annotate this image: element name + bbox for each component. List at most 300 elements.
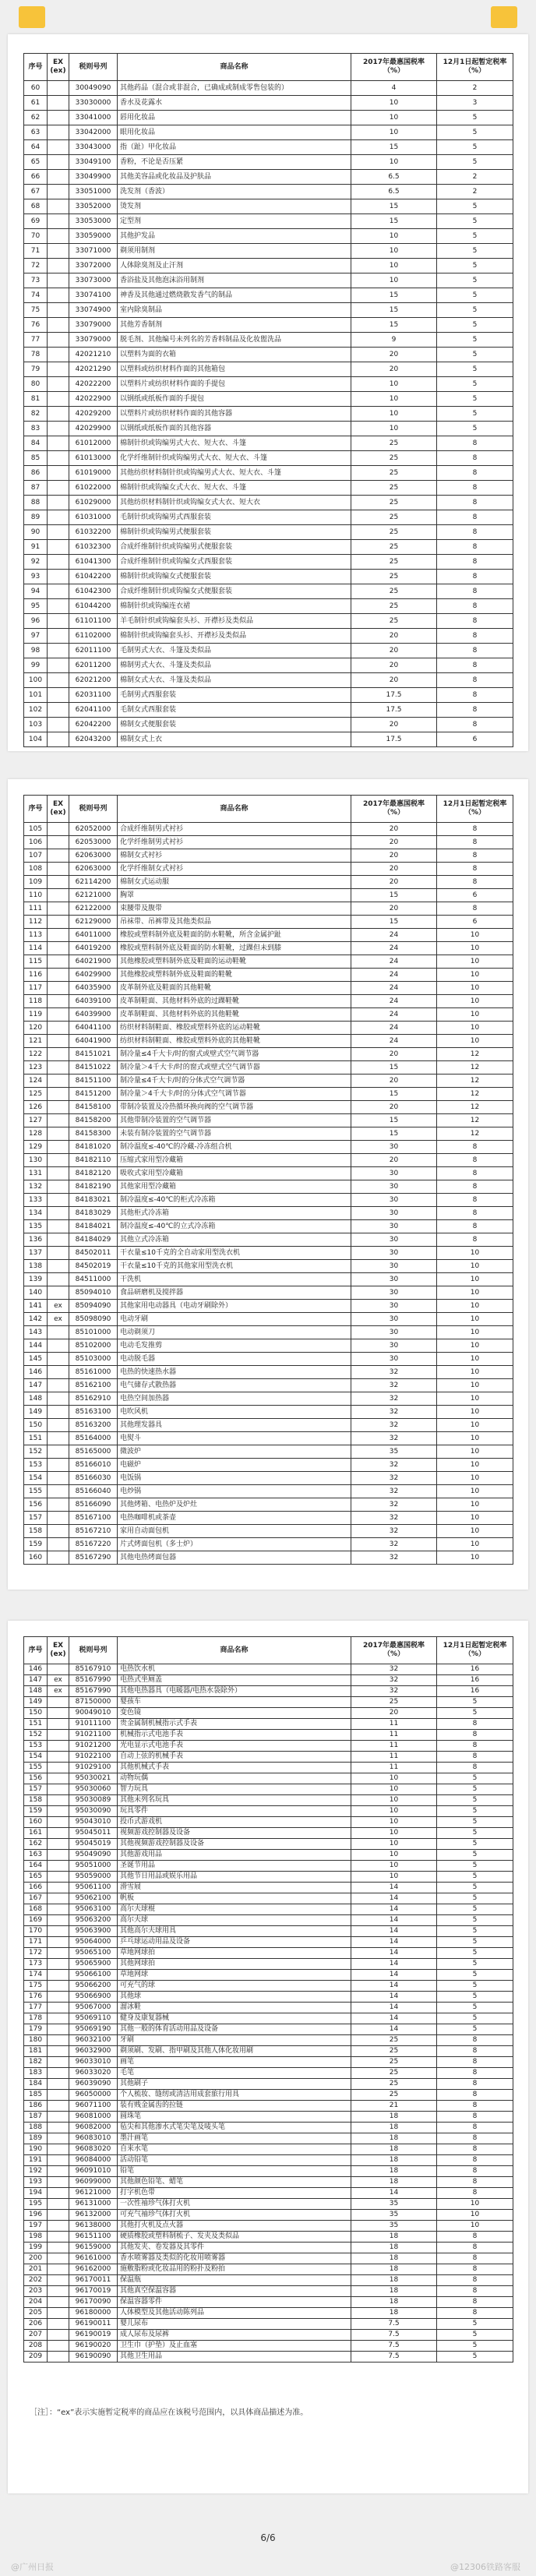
row-code: 30049090 bbox=[69, 81, 118, 96]
row-ex bbox=[48, 2123, 69, 2133]
table-header-row bbox=[24, 796, 513, 823]
row-seq: 82 bbox=[24, 407, 48, 422]
row-ex bbox=[48, 1114, 69, 1127]
row-mfn: 18 bbox=[351, 2123, 437, 2133]
row-code: 85167100 bbox=[69, 1512, 118, 1525]
row-ex bbox=[48, 889, 69, 902]
row-name: 羊毛制针织或钩编套头衫、开襟衫及类似品 bbox=[118, 614, 351, 629]
row-mfn: 20 bbox=[351, 823, 437, 836]
table-row bbox=[24, 1926, 513, 1937]
row-seq: 147 bbox=[24, 1675, 48, 1686]
row-mfn: 9 bbox=[351, 333, 437, 348]
row-interim: 8 bbox=[437, 1233, 513, 1247]
row-mfn: 25 bbox=[351, 555, 437, 570]
row-name: 定型剂 bbox=[118, 214, 351, 229]
row-interim: 5 bbox=[437, 140, 513, 155]
row-name: 棉制针织或钩编女式便服套装 bbox=[118, 570, 351, 584]
row-name: 干衣量≤10千克的其他家用型洗衣机 bbox=[118, 1260, 351, 1273]
row-name: 微波炉 bbox=[118, 1445, 351, 1459]
row-interim: 8 bbox=[437, 2112, 513, 2123]
row-name: 脱毛剂、其他编号未列名的芳香料制品及化妆盥洗品 bbox=[118, 333, 351, 348]
row-code: 42021290 bbox=[69, 362, 118, 377]
row-name: 香粉，不论是否压紧 bbox=[118, 155, 351, 170]
row-code: 62043200 bbox=[69, 732, 118, 747]
row-name: 其他橡胶或塑料制外底及鞋面的鞋靴 bbox=[118, 969, 351, 982]
row-interim: 8 bbox=[437, 2057, 513, 2068]
row-code: 42021210 bbox=[69, 348, 118, 362]
row-seq: 95 bbox=[24, 599, 48, 614]
table-row bbox=[24, 1664, 513, 1675]
row-name: 个人梳妆、缝纫或清洁用成套旅行用具 bbox=[118, 2090, 351, 2101]
row-interim: 5 bbox=[437, 1839, 513, 1850]
row-interim: 5 bbox=[437, 273, 513, 288]
row-name: 智力玩具 bbox=[118, 1784, 351, 1795]
row-ex bbox=[48, 2199, 69, 2210]
column-header-code: 税则号列 bbox=[69, 54, 118, 81]
row-code: 95066200 bbox=[69, 1981, 118, 1992]
row-seq: 177 bbox=[24, 2003, 48, 2013]
table-row bbox=[24, 1247, 513, 1260]
row-mfn: 10 bbox=[351, 407, 437, 422]
row-mfn: 24 bbox=[351, 995, 437, 1008]
row-mfn: 30 bbox=[351, 1326, 437, 1339]
row-interim: 8 bbox=[437, 466, 513, 481]
row-ex bbox=[48, 1551, 69, 1565]
row-name: 棉制女式运动服 bbox=[118, 876, 351, 889]
row-name: 滑雪屐 bbox=[118, 1883, 351, 1893]
table-row bbox=[24, 2101, 513, 2112]
row-code: 85164000 bbox=[69, 1432, 118, 1445]
row-code: 85166030 bbox=[69, 1472, 118, 1485]
row-ex bbox=[48, 1850, 69, 1861]
row-name: 可充气的球 bbox=[118, 1981, 351, 1992]
row-interim: 2 bbox=[437, 170, 513, 185]
table-row bbox=[24, 629, 513, 644]
row-interim: 8 bbox=[437, 673, 513, 688]
row-code: 33079000 bbox=[69, 318, 118, 333]
row-ex bbox=[48, 1392, 69, 1406]
row-seq: 124 bbox=[24, 1075, 48, 1088]
row-seq: 173 bbox=[24, 1959, 48, 1970]
row-ex bbox=[48, 614, 69, 629]
table-row bbox=[24, 836, 513, 849]
table-row bbox=[24, 1828, 513, 1839]
table-row bbox=[24, 1551, 513, 1565]
row-seq: 119 bbox=[24, 1008, 48, 1022]
row-interim: 8 bbox=[437, 2144, 513, 2155]
table-row bbox=[24, 510, 513, 525]
row-mfn: 30 bbox=[351, 1353, 437, 1366]
row-code: 84151021 bbox=[69, 1048, 118, 1061]
table-row bbox=[24, 2243, 513, 2253]
row-ex bbox=[48, 1485, 69, 1498]
row-ex bbox=[48, 377, 69, 392]
row-mfn: 10 bbox=[351, 1872, 437, 1883]
row-code: 96170090 bbox=[69, 2297, 118, 2308]
row-name: 人体模型及其他活动陈列品 bbox=[118, 2308, 351, 2319]
row-seq: 65 bbox=[24, 155, 48, 170]
row-ex bbox=[48, 1538, 69, 1551]
table-row bbox=[24, 2221, 513, 2232]
row-name: 化学纤维制男式衬衫 bbox=[118, 836, 351, 849]
row-interim: 5 bbox=[437, 2352, 513, 2363]
row-seq: 158 bbox=[24, 1795, 48, 1806]
row-mfn: 10 bbox=[351, 1806, 437, 1817]
table-row bbox=[24, 1861, 513, 1872]
row-seq: 117 bbox=[24, 982, 48, 995]
row-seq: 166 bbox=[24, 1883, 48, 1893]
row-mfn: 25 bbox=[351, 2090, 437, 2101]
row-mfn: 25 bbox=[351, 540, 437, 555]
row-ex bbox=[48, 214, 69, 229]
table-row bbox=[24, 525, 513, 540]
row-name: 以塑料或纺织材料作面的其他箱包 bbox=[118, 362, 351, 377]
row-mfn: 24 bbox=[351, 942, 437, 955]
table-row bbox=[24, 392, 513, 407]
row-interim: 8 bbox=[437, 1194, 513, 1207]
table-row bbox=[24, 863, 513, 876]
row-name: 橡胶或塑料制外底及鞋面的防水鞋靴，所含金属护趾 bbox=[118, 929, 351, 942]
row-code: 64041100 bbox=[69, 1022, 118, 1035]
row-code: 85167990 bbox=[69, 1686, 118, 1697]
row-name: 以钢纸或纸板作面的手提包 bbox=[118, 392, 351, 407]
row-mfn: 14 bbox=[351, 2024, 437, 2035]
row-name: 卫生巾（护垫）及止血塞 bbox=[118, 2341, 351, 2352]
table-row bbox=[24, 1752, 513, 1763]
row-interim: 10 bbox=[437, 942, 513, 955]
row-name: 其他球 bbox=[118, 1992, 351, 2003]
row-seq: 197 bbox=[24, 2221, 48, 2232]
row-seq: 153 bbox=[24, 1459, 48, 1472]
row-interim: 8 bbox=[437, 1763, 513, 1773]
table-row bbox=[24, 199, 513, 214]
row-ex bbox=[48, 599, 69, 614]
row-ex bbox=[48, 1207, 69, 1220]
row-seq: 141 bbox=[24, 1300, 48, 1313]
row-mfn: 30 bbox=[351, 1339, 437, 1353]
row-mfn: 10 bbox=[351, 1817, 437, 1828]
table-row bbox=[24, 1075, 513, 1088]
row-ex bbox=[48, 2112, 69, 2123]
table-row bbox=[24, 1035, 513, 1048]
row-mfn: 25 bbox=[351, 481, 437, 496]
row-mfn: 30 bbox=[351, 1180, 437, 1194]
row-mfn: 7.5 bbox=[351, 2319, 437, 2330]
row-mfn: 14 bbox=[351, 1926, 437, 1937]
table-row bbox=[24, 2286, 513, 2297]
row-name: 可充气袖珍气体打火机 bbox=[118, 2210, 351, 2221]
row-mfn: 20 bbox=[351, 902, 437, 916]
row-interim: 5 bbox=[437, 2003, 513, 2013]
row-code: 95065900 bbox=[69, 1959, 118, 1970]
row-code: 96159000 bbox=[69, 2243, 118, 2253]
column-header-code: 税则号列 bbox=[69, 1637, 118, 1664]
row-code: 84158100 bbox=[69, 1101, 118, 1114]
table-row bbox=[24, 1773, 513, 1784]
row-ex bbox=[48, 1730, 69, 1741]
row-code: 61031000 bbox=[69, 510, 118, 525]
table-row bbox=[24, 333, 513, 348]
row-seq: 67 bbox=[24, 185, 48, 199]
row-mfn: 20 bbox=[351, 1154, 437, 1167]
row-code: 95062100 bbox=[69, 1893, 118, 1904]
row-name: 其他刷子 bbox=[118, 2079, 351, 2090]
column-header-code: 税则号列 bbox=[69, 796, 118, 823]
row-mfn: 32 bbox=[351, 1664, 437, 1675]
row-interim: 8 bbox=[437, 2286, 513, 2297]
row-ex bbox=[48, 1247, 69, 1260]
row-seq: 135 bbox=[24, 1220, 48, 1233]
row-code: 84158200 bbox=[69, 1114, 118, 1127]
row-ex bbox=[48, 703, 69, 718]
row-interim: 5 bbox=[437, 392, 513, 407]
row-interim: 10 bbox=[437, 995, 513, 1008]
row-code: 96032900 bbox=[69, 2046, 118, 2057]
row-ex bbox=[48, 333, 69, 348]
table-row bbox=[24, 1445, 513, 1459]
row-mfn: 18 bbox=[351, 2155, 437, 2166]
row-mfn: 25 bbox=[351, 2035, 437, 2046]
table-row bbox=[24, 1708, 513, 1719]
row-seq: 149 bbox=[24, 1697, 48, 1708]
row-ex bbox=[48, 2101, 69, 2112]
table-row bbox=[24, 1127, 513, 1141]
row-mfn: 32 bbox=[351, 1366, 437, 1379]
row-seq: 190 bbox=[24, 2144, 48, 2155]
row-mfn: 20 bbox=[351, 629, 437, 644]
row-ex bbox=[48, 863, 69, 876]
row-mfn: 20 bbox=[351, 1075, 437, 1088]
row-seq: 125 bbox=[24, 1088, 48, 1101]
row-code: 85167990 bbox=[69, 1675, 118, 1686]
table-row bbox=[24, 1048, 513, 1061]
row-mfn: 30 bbox=[351, 1233, 437, 1247]
table-row bbox=[24, 1992, 513, 2003]
row-code: 64041900 bbox=[69, 1035, 118, 1048]
table-row bbox=[24, 1784, 513, 1795]
row-mfn: 10 bbox=[351, 1795, 437, 1806]
table-row bbox=[24, 155, 513, 170]
row-mfn: 25 bbox=[351, 466, 437, 481]
row-name: 其他网球拍 bbox=[118, 1959, 351, 1970]
row-code: 61044200 bbox=[69, 599, 118, 614]
row-ex bbox=[48, 2133, 69, 2144]
row-mfn: 32 bbox=[351, 1472, 437, 1485]
row-interim: 8 bbox=[437, 823, 513, 836]
row-seq: 134 bbox=[24, 1207, 48, 1220]
row-name: 保温瓶 bbox=[118, 2275, 351, 2286]
row-code: 84502019 bbox=[69, 1260, 118, 1273]
row-ex bbox=[48, 1220, 69, 1233]
row-mfn: 18 bbox=[351, 2264, 437, 2275]
row-interim: 10 bbox=[437, 1247, 513, 1260]
row-ex bbox=[48, 496, 69, 510]
table-row bbox=[24, 318, 513, 333]
row-name: 香浴盐及其他泡沫浴用制剂 bbox=[118, 273, 351, 288]
row-mfn: 15 bbox=[351, 140, 437, 155]
row-mfn: 32 bbox=[351, 1379, 437, 1392]
row-seq: 99 bbox=[24, 658, 48, 673]
row-name: 毛笔 bbox=[118, 2068, 351, 2079]
row-seq: 181 bbox=[24, 2046, 48, 2057]
row-code: 95059000 bbox=[69, 1872, 118, 1883]
table-row bbox=[24, 2079, 513, 2090]
row-interim: 8 bbox=[437, 481, 513, 496]
row-code: 85163200 bbox=[69, 1419, 118, 1432]
row-code: 85162910 bbox=[69, 1392, 118, 1406]
row-seq: 66 bbox=[24, 170, 48, 185]
row-ex bbox=[48, 259, 69, 273]
row-name: 剃须用制剂 bbox=[118, 244, 351, 259]
table-row bbox=[24, 823, 513, 836]
row-name: 施敷脂粉或化妆品用的粉扑及粉拍 bbox=[118, 2264, 351, 2275]
row-code: 91029100 bbox=[69, 1763, 118, 1773]
row-name: 制冷量＞4千大卡/时的分体式空气调节器 bbox=[118, 1088, 351, 1101]
row-code: 95067000 bbox=[69, 2003, 118, 2013]
row-interim: 12 bbox=[437, 1101, 513, 1114]
row-name: 眼用化妆品 bbox=[118, 125, 351, 140]
row-seq: 88 bbox=[24, 496, 48, 510]
row-ex bbox=[48, 1741, 69, 1752]
row-code: 64011000 bbox=[69, 929, 118, 942]
row-ex bbox=[48, 2166, 69, 2177]
row-ex bbox=[48, 1035, 69, 1048]
table-row bbox=[24, 929, 513, 942]
row-seq: 180 bbox=[24, 2035, 48, 2046]
row-ex bbox=[48, 555, 69, 570]
row-interim: 10 bbox=[437, 1485, 513, 1498]
row-name: 其他一般的体育活动用品及设备 bbox=[118, 2024, 351, 2035]
column-header-mfn: 2017年最惠国税率 （%） bbox=[351, 1637, 437, 1664]
table-row bbox=[24, 1883, 513, 1893]
table-row bbox=[24, 1948, 513, 1959]
row-ex bbox=[48, 1512, 69, 1525]
row-interim: 8 bbox=[437, 703, 513, 718]
tariff-table bbox=[23, 795, 513, 1565]
row-code: 62114200 bbox=[69, 876, 118, 889]
row-code: 84183029 bbox=[69, 1207, 118, 1220]
row-interim: 8 bbox=[437, 1154, 513, 1167]
table-row bbox=[24, 1839, 513, 1850]
row-seq: 155 bbox=[24, 1485, 48, 1498]
row-ex bbox=[48, 570, 69, 584]
row-mfn: 10 bbox=[351, 1850, 437, 1861]
table-row bbox=[24, 1114, 513, 1127]
row-name: 皮革制外底及鞋面的其他鞋靴 bbox=[118, 982, 351, 995]
row-seq: 191 bbox=[24, 2155, 48, 2166]
row-name: 其他发夹、卷发器及其零件 bbox=[118, 2243, 351, 2253]
row-interim: 5 bbox=[437, 288, 513, 303]
row-ex bbox=[48, 2013, 69, 2024]
row-ex bbox=[48, 1273, 69, 1286]
row-seq: 70 bbox=[24, 229, 48, 244]
row-interim: 8 bbox=[437, 644, 513, 658]
row-interim: 8 bbox=[437, 902, 513, 916]
row-seq: 91 bbox=[24, 540, 48, 555]
row-seq: 75 bbox=[24, 303, 48, 318]
row-interim: 8 bbox=[437, 540, 513, 555]
table-row bbox=[24, 1180, 513, 1194]
row-name: 其他真空保温容器 bbox=[118, 2286, 351, 2297]
row-mfn: 14 bbox=[351, 1883, 437, 1893]
row-ex bbox=[48, 1773, 69, 1784]
row-interim: 8 bbox=[437, 436, 513, 451]
row-name: 婴孩车 bbox=[118, 1697, 351, 1708]
row-seq: 154 bbox=[24, 1752, 48, 1763]
row-code: 85094010 bbox=[69, 1286, 118, 1300]
table-row bbox=[24, 718, 513, 732]
row-name: 圣诞节用品 bbox=[118, 1861, 351, 1872]
row-seq: 137 bbox=[24, 1247, 48, 1260]
table-row bbox=[24, 1392, 513, 1406]
row-ex bbox=[48, 1339, 69, 1353]
table-row bbox=[24, 1697, 513, 1708]
row-code: 33041000 bbox=[69, 111, 118, 125]
row-ex bbox=[48, 673, 69, 688]
row-mfn: 32 bbox=[351, 1525, 437, 1538]
row-ex bbox=[48, 1861, 69, 1872]
row-ex bbox=[48, 318, 69, 333]
row-interim: 8 bbox=[437, 555, 513, 570]
row-code: 62129000 bbox=[69, 916, 118, 929]
row-seq: 193 bbox=[24, 2177, 48, 2188]
row-code: 84151022 bbox=[69, 1061, 118, 1075]
row-ex bbox=[48, 995, 69, 1008]
row-mfn: 10 bbox=[351, 1773, 437, 1784]
table-row bbox=[24, 2090, 513, 2101]
row-code: 95030090 bbox=[69, 1806, 118, 1817]
document-page-2 bbox=[8, 779, 528, 1590]
table-row bbox=[24, 1260, 513, 1273]
row-code: 95069190 bbox=[69, 2024, 118, 2035]
row-ex bbox=[48, 2188, 69, 2199]
row-seq: 186 bbox=[24, 2101, 48, 2112]
table-row bbox=[24, 1872, 513, 1883]
table-row bbox=[24, 1904, 513, 1915]
row-interim: 10 bbox=[437, 1445, 513, 1459]
row-ex bbox=[48, 1353, 69, 1366]
row-interim: 8 bbox=[437, 718, 513, 732]
row-code: 61032300 bbox=[69, 540, 118, 555]
row-name: 其他机械式手表 bbox=[118, 1763, 351, 1773]
table-row bbox=[24, 688, 513, 703]
row-code: 42022200 bbox=[69, 377, 118, 392]
row-mfn: 14 bbox=[351, 1992, 437, 2003]
row-name: 溜冰鞋 bbox=[118, 2003, 351, 2013]
row-seq: 87 bbox=[24, 481, 48, 496]
table-row bbox=[24, 303, 513, 318]
row-ex: ex bbox=[48, 1686, 69, 1697]
row-ex bbox=[48, 1419, 69, 1432]
row-name: 其他带制冷装置的空气调节器 bbox=[118, 1114, 351, 1127]
row-code: 95063100 bbox=[69, 1904, 118, 1915]
row-ex bbox=[48, 916, 69, 929]
row-mfn: 30 bbox=[351, 1207, 437, 1220]
row-interim: 5 bbox=[437, 199, 513, 214]
row-code: 84184029 bbox=[69, 1233, 118, 1247]
row-ex bbox=[48, 81, 69, 96]
row-mfn: 24 bbox=[351, 969, 437, 982]
row-ex bbox=[48, 2341, 69, 2352]
row-code: 62021200 bbox=[69, 673, 118, 688]
row-seq: 204 bbox=[24, 2297, 48, 2308]
row-interim: 10 bbox=[437, 1379, 513, 1392]
row-interim: 5 bbox=[437, 2013, 513, 2024]
row-code: 33042000 bbox=[69, 125, 118, 140]
row-mfn: 20 bbox=[351, 876, 437, 889]
row-seq: 107 bbox=[24, 849, 48, 863]
row-seq: 139 bbox=[24, 1273, 48, 1286]
